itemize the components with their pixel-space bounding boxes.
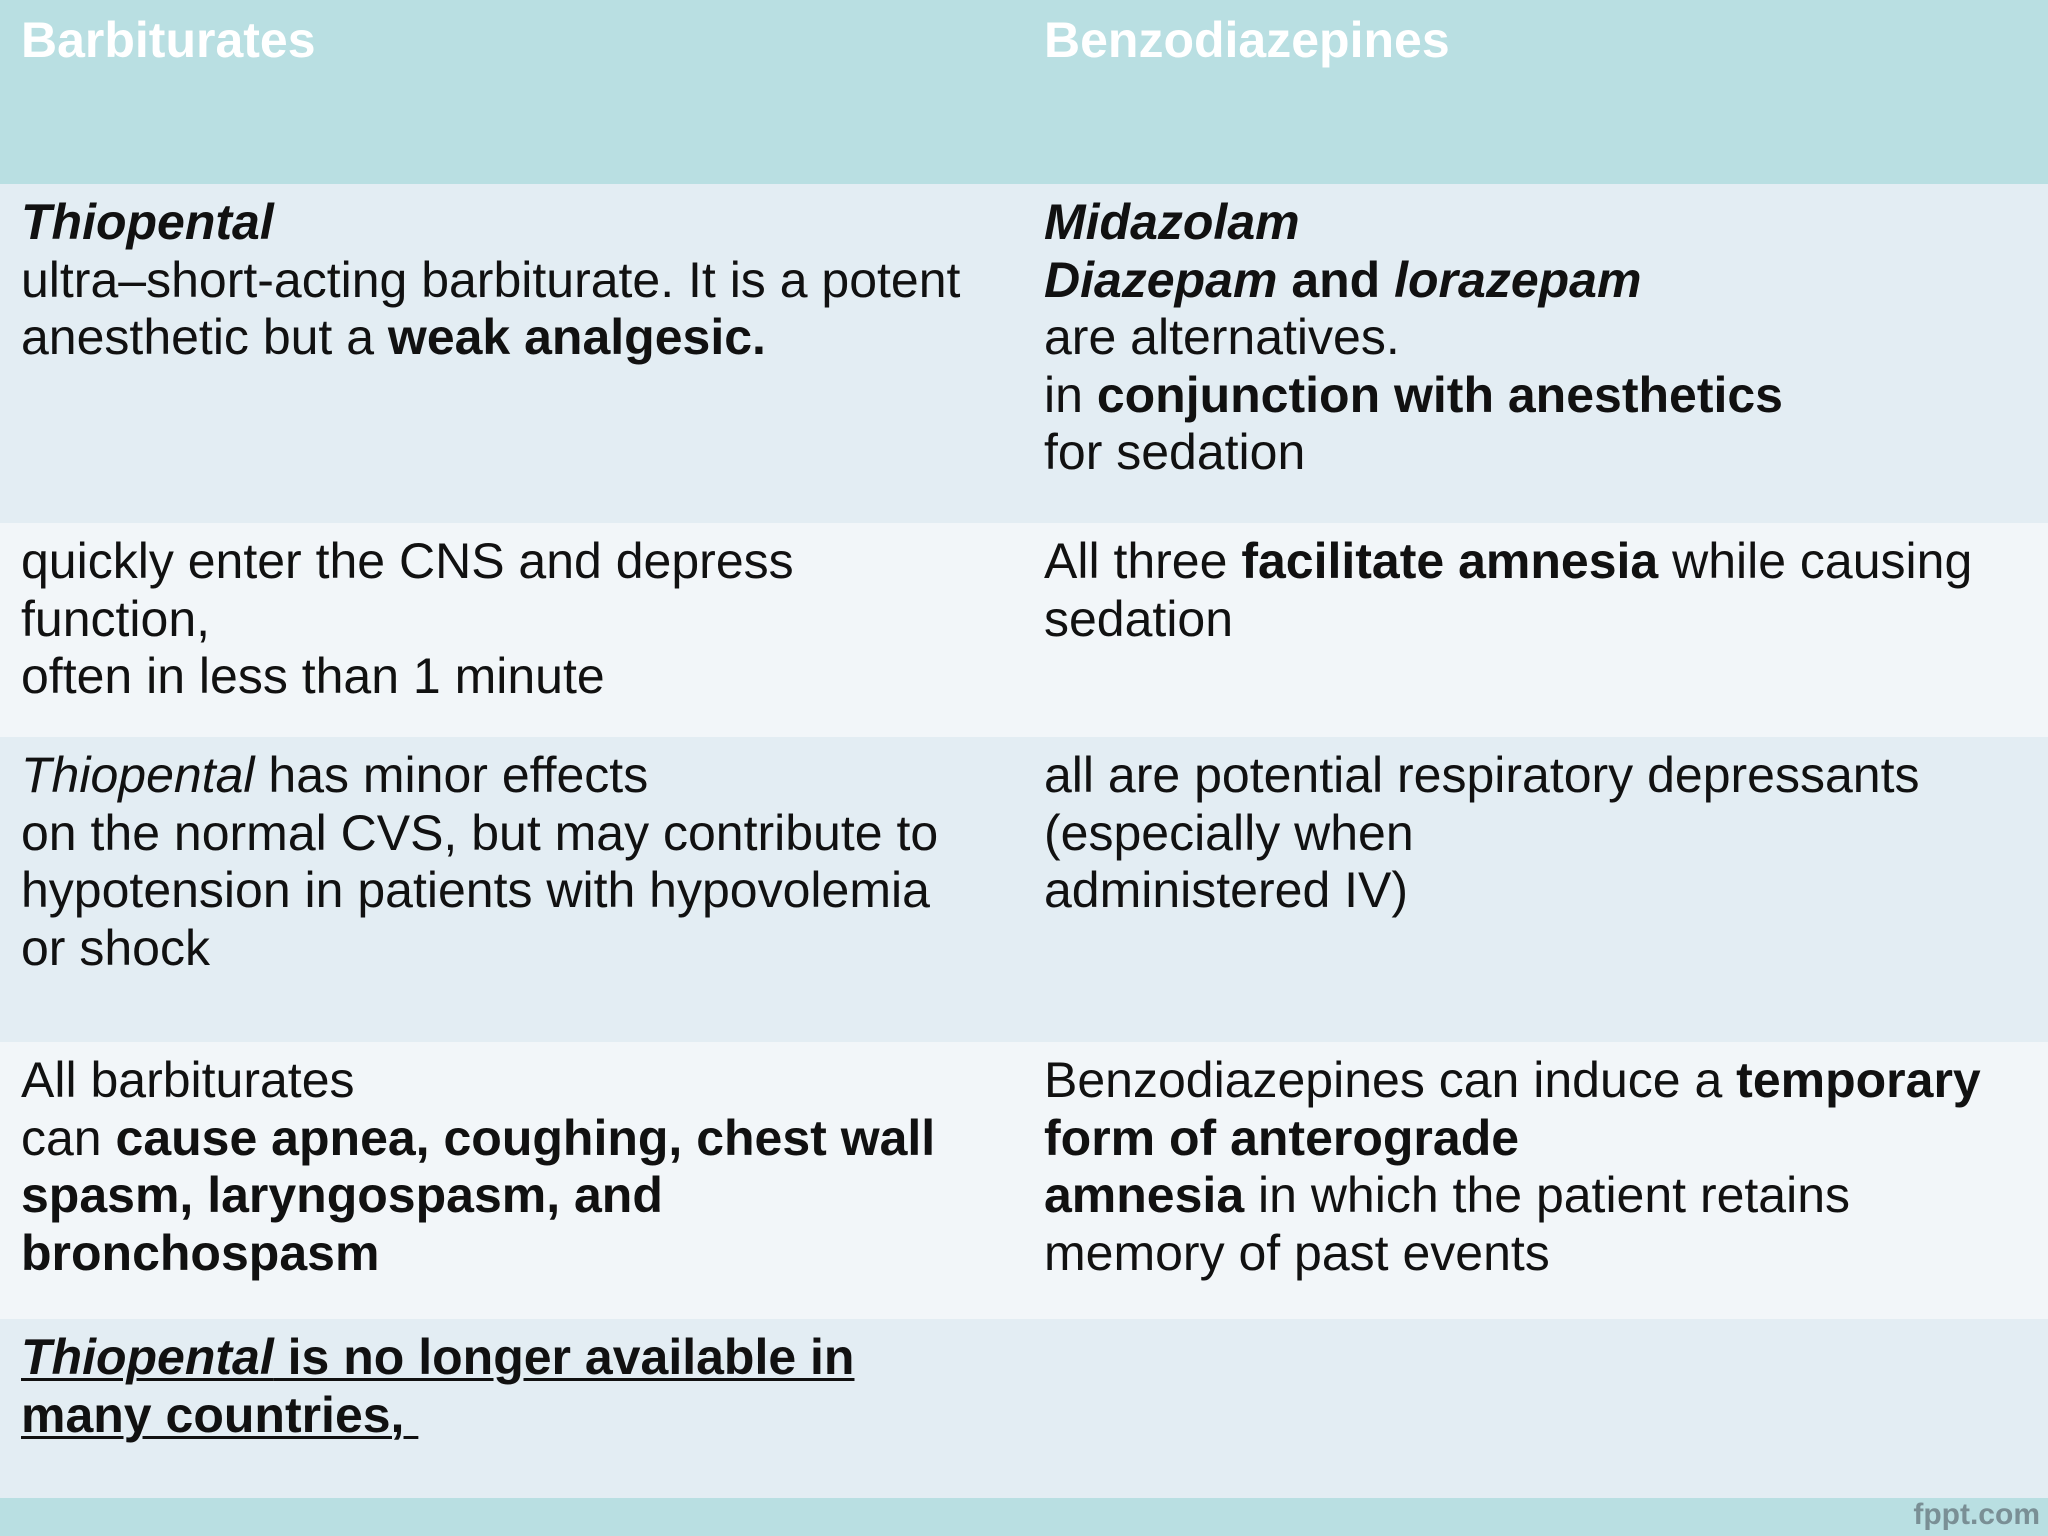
benzodiazepines-cell [1044, 747, 2034, 920]
cell-text: often in less than 1 minute [21, 648, 605, 704]
emphasis-text: bronchospasm [21, 1224, 380, 1281]
cell-text: on the normal CVS, but may contribute to [21, 804, 939, 861]
cell-text: has minor effects [254, 747, 649, 803]
emphasis-text: spasm, laryngospasm, and [21, 1167, 663, 1223]
footer-band [0, 1498, 2048, 1536]
drug-name: Thiopental [21, 747, 255, 803]
cell-text: function, [21, 590, 211, 647]
table-row [0, 184, 2048, 523]
cell-text: in which the patient retains [1244, 1167, 1851, 1223]
emphasis-text: facilitate amnesia [1241, 533, 1659, 589]
cell-text: Benzodiazepines can induce a [1044, 1052, 1737, 1108]
drug-name: Midazolam [1044, 194, 1300, 250]
cell-text: quickly enter the CNS and depress [21, 533, 794, 589]
table-row [0, 523, 2048, 737]
emphasis-text: conjunction with anesthetics [1096, 366, 1783, 423]
cell-text: hypotension in patients with hypovolemia [21, 862, 930, 918]
barbiturates-cell [21, 747, 1021, 977]
benzodiazepines-cell [1044, 1052, 2034, 1282]
emphasis-text: weak analgesic. [387, 309, 766, 365]
cell-text: all are potential respiratory depressants [1044, 747, 1920, 803]
cell-text: can [21, 1109, 116, 1166]
cell-text: and [1277, 251, 1395, 308]
barbiturates-cell [21, 533, 1021, 706]
cell-text: for sedation [1044, 424, 1306, 480]
cell-text: while causing [1658, 533, 1973, 589]
barbiturates-cell [21, 1052, 1021, 1282]
cell-text: (especially when [1044, 804, 1414, 861]
table-row [0, 1319, 2048, 1498]
cell-text: All barbiturates [21, 1052, 355, 1108]
emphasis-text: cause apnea, coughing, chest wall [115, 1109, 936, 1166]
barbiturates-cell [21, 194, 1021, 367]
benzodiazepines-cell [1044, 194, 2034, 482]
drug-name: lorazepam [1394, 251, 1642, 308]
table-header-row [0, 0, 2048, 184]
benzodiazepines-cell [1044, 533, 2034, 648]
emphasis-text: temporary [1736, 1052, 1981, 1108]
drug-name: Diazepam [1044, 251, 1278, 308]
cell-text: are alternatives. [1044, 309, 1400, 365]
cell-text: anesthetic but a [21, 309, 388, 365]
drug-name: Thiopental [21, 1329, 274, 1385]
brand-watermark: fppt.com [1913, 1498, 2040, 1531]
cell-text: in [1044, 366, 1097, 423]
cell-text: administered IV) [1044, 862, 1409, 918]
header-benzodiazepines: Benzodiazepines [1044, 12, 1450, 68]
emphasis-text: amnesia [1044, 1167, 1245, 1223]
emphasis-text: form of anterograde [1044, 1109, 1520, 1166]
cell-text: ultra–short-acting barbiturate. It is a potent [21, 251, 961, 308]
header-barbiturates: Barbiturates [21, 12, 316, 68]
emphasis-text: many countries, [21, 1386, 419, 1443]
drug-name: Thiopental [21, 194, 274, 250]
emphasis-text: is no longer available in [273, 1329, 855, 1385]
cell-text: sedation [1044, 590, 1234, 647]
cell-text: or shock [21, 919, 210, 976]
cell-text: All three [1044, 533, 1242, 589]
barbiturates-cell [21, 1329, 1021, 1444]
table-row [0, 737, 2048, 1042]
cell-text: memory of past events [1044, 1224, 1550, 1281]
table-row [0, 1042, 2048, 1319]
